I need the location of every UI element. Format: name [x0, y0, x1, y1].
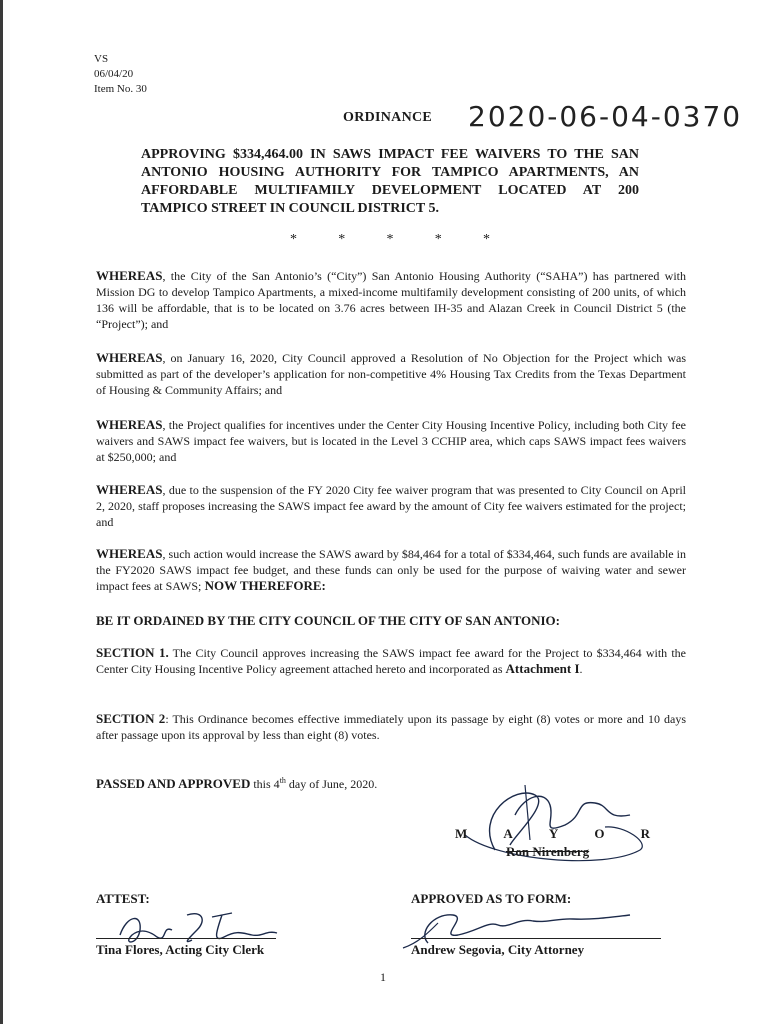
star: * [386, 232, 394, 247]
star: * [338, 232, 346, 247]
whereas-lead: WHEREAS [96, 350, 163, 365]
mayor-letter: A [503, 826, 513, 841]
whereas-text: , the Project qualifies for incentives under the Center City Housing Incentive Policy, including both City fee waivers and SAWS impact fee waivers, but is located in the Level 3 CCHIP area, which caps SAWS impact fees waivers at $250,000; and [96, 418, 686, 464]
now-therefore: NOW THEREFORE: [201, 578, 326, 593]
mayor-letter: Y [548, 826, 559, 841]
whereas-text: , such action would increase the SAWS award by $84,464 for a total of $334,464, such funds are available in the FY2020 SAWS impact fee budget, and these funds can only be used for the purpose of waiving water and sewer impact fees at SAWS; [96, 547, 686, 593]
whereas-lead: WHEREAS [96, 482, 163, 497]
attorney-name: Andrew Segovia, City Attorney [411, 942, 585, 957]
header-item: Item No. 30 [94, 83, 147, 95]
passed-date: day of June, 2020. [285, 777, 378, 791]
day-suffix: th [279, 776, 286, 785]
whereas-text: , due to the suspension of the FY 2020 City fee waiver program that was presented to City Council on April 2, 2020, staff proposes increasing the SAWS impact fee award by the amount of City fee waivers estimated for the project; and [96, 483, 686, 529]
ordaining-clause: BE IT ORDAINED BY THE CITY COUNCIL OF THE CITY OF SAN ANTONIO: [96, 613, 561, 628]
section-1 [96, 645, 686, 677]
star: * [434, 232, 442, 247]
star: * [483, 232, 490, 247]
mayor-letter: M [455, 826, 468, 841]
passed-approved-line [96, 776, 377, 792]
section-lead: SECTION 1. [96, 645, 169, 660]
whereas-lead: WHEREAS [96, 268, 163, 283]
mayor-letter: O [594, 826, 605, 841]
ordinance-label: ORDINANCE [343, 110, 433, 125]
section-text: : This Ordinance becomes effective immediately upon its passage by eight (8) votes or more and 10 days after passage upon its approval by less than eight (8) votes. [96, 712, 686, 742]
attest-label: ATTEST: [96, 891, 150, 906]
whereas-lead: WHEREAS [96, 417, 163, 432]
clerk-signature-line [96, 938, 276, 939]
star: * [290, 232, 297, 247]
whereas-text: , on January 16, 2020, City Council approved a Resolution of No Objection for the Project which was submitted as part of the developer’s application for non-competitive 4% Housing Tax Credits from the Texas Department of Housing & Community Affairs; and [96, 351, 686, 397]
ordinance-title: APPROVING $334,464.00 IN SAWS IMPACT FEE WAIVERS TO THE SAN ANTONIO HOUSING AUTHORITY FOR TAMPICO APARTMENTS, AN AFFORDABLE MULTIFAMILY DEVELOPMENT LOCATED AT 200 TAMPICO STREET IN COUNCIL DISTRICT 5. [141, 147, 639, 216]
whereas-clause-4 [96, 482, 686, 530]
header-initials: VS [94, 53, 109, 65]
whereas-clause-5 [96, 546, 686, 594]
whereas-text: , the City of the San Antonio’s (“City”) San Antonio Housing Authority (“SAHA”) has partnered with Mission DG to develop Tampico Apartments, a mixed-income multifamily development consisting of 200 units, of which 136 will be affordable, that is to be located on 3.76 acres between IH-35 and Alazan Creek in Council District 5 (the “Project”); and [96, 269, 686, 331]
scan-edge [0, 0, 3, 1024]
ordinance-number: 2020-06-04-0370 [468, 100, 743, 133]
approved-as-to-form-label: APPROVED AS TO FORM: [411, 891, 572, 906]
whereas-clause-1 [96, 268, 686, 332]
section-lead: SECTION 2 [96, 711, 166, 726]
passed-lead: PASSED AND APPROVED [96, 776, 251, 791]
whereas-lead: WHEREAS [96, 546, 163, 561]
mayor-title [455, 826, 650, 842]
passed-text: this 4 [250, 777, 280, 791]
section-text: The City Council approves increasing the SAWS impact fee award for the Project to $334,464 with the Center City Housing Incentive Policy agreement attached hereto and incorporated as [96, 646, 686, 676]
whereas-clause-3 [96, 417, 686, 465]
whereas-clause-2 [96, 350, 686, 398]
mayor-name: Ron Nirenberg [506, 844, 590, 859]
clerk-name: Tina Flores, Acting City Clerk [96, 942, 265, 957]
header-date: 06/04/20 [94, 68, 134, 80]
attorney-signature-line [411, 938, 661, 939]
separator-stars [290, 232, 490, 248]
document-header [94, 52, 147, 97]
mayor-letter: R [640, 826, 650, 841]
section-2 [96, 711, 686, 743]
attachment-reference: Attachment I [505, 661, 580, 676]
section-end: . [579, 662, 583, 676]
page-number: 1 [380, 970, 386, 984]
